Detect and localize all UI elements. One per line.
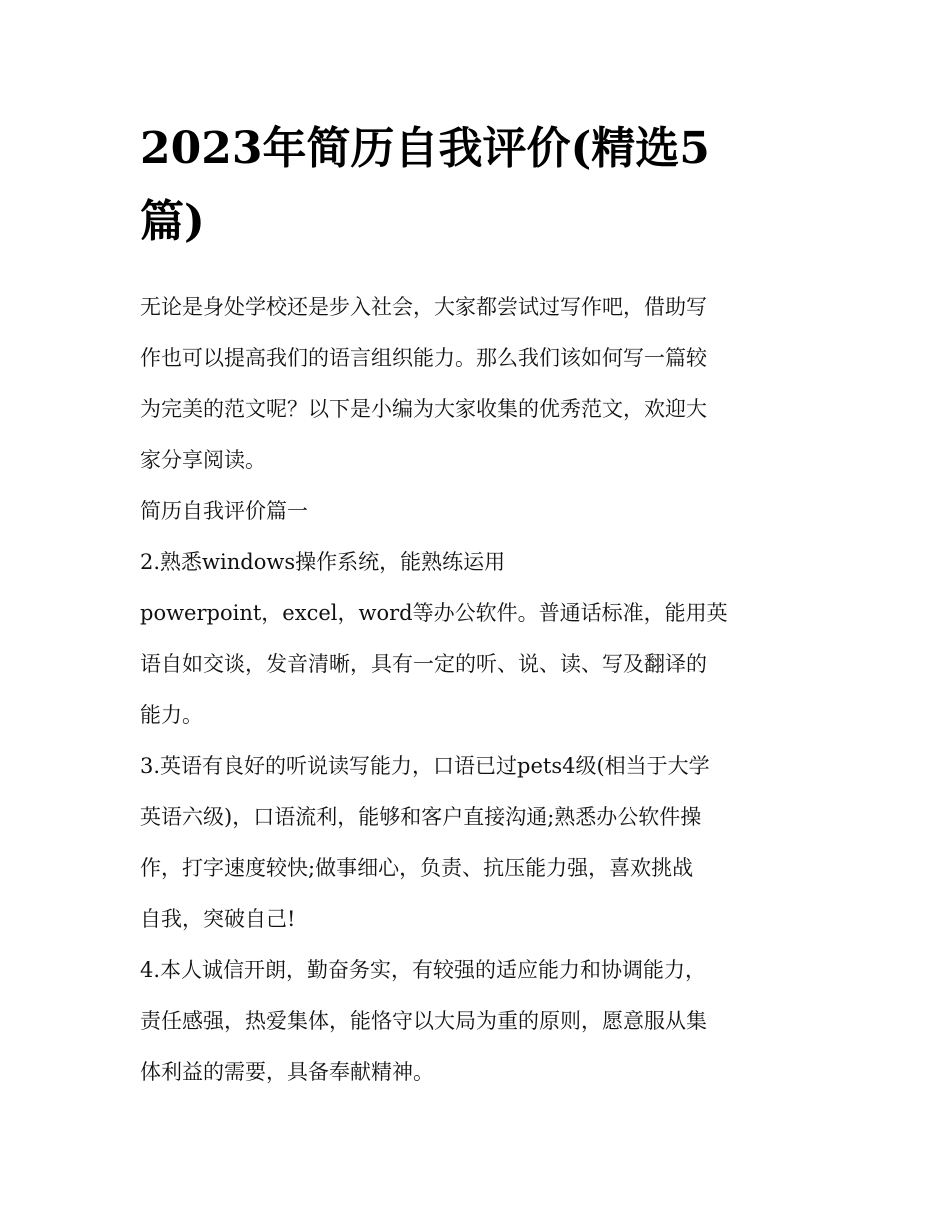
document-title	[140, 112, 820, 258]
section-heading-text: 简历自我评价篇一	[140, 499, 308, 523]
item-2-paragraph	[140, 537, 820, 741]
title-line: 篇)	[140, 196, 205, 247]
text-line: 责任感强，热爱集体，能恪守以大局为重的原则，愿意服从集	[140, 1009, 707, 1033]
text-line: 作也可以提高我们的语言组织能力。那么我们该如何写一篇较	[140, 346, 707, 370]
text-line: 自我，突破自己!	[140, 907, 296, 931]
title-line: 2023年简历自我评价(精选5	[140, 123, 710, 174]
text-line: 作，打字速度较快;做事细心，负责、抗压能力强，喜欢挑战	[140, 856, 694, 880]
text-line: 无论是身处学校还是步入社会，大家都尝试过写作吧，借助写	[140, 295, 707, 319]
item-4-paragraph	[140, 945, 820, 1098]
text-line: 为完美的范文呢？以下是小编为大家收集的优秀范文，欢迎大	[140, 397, 707, 421]
item-3-paragraph	[140, 741, 820, 945]
text-line: 4.本人诚信开朗，勤奋务实，有较强的适应能力和协调能力，	[140, 958, 707, 982]
text-line: 体利益的需要，具备奉献精神。	[140, 1060, 434, 1084]
text-line: 英语六级)，口语流利，能够和客户直接沟通;熟悉办公软件操	[140, 805, 702, 829]
text-line: powerpoint，excel，word等办公软件。普通话标准，能用英	[140, 601, 728, 625]
text-line: 家分享阅读。	[140, 448, 266, 472]
intro-paragraph	[140, 282, 820, 486]
text-line: 3.英语有良好的听说读写能力，口语已过pets4级(相当于大学	[140, 754, 710, 778]
text-line: 能力。	[140, 703, 203, 727]
document-body	[140, 282, 820, 1098]
document-content	[140, 112, 820, 1098]
text-line: 语自如交谈，发音清晰，具有一定的听、说、读、写及翻译的	[140, 652, 707, 676]
text-line: 2.熟悉windows操作系统，能熟练运用	[140, 550, 506, 574]
section-heading	[140, 486, 820, 537]
